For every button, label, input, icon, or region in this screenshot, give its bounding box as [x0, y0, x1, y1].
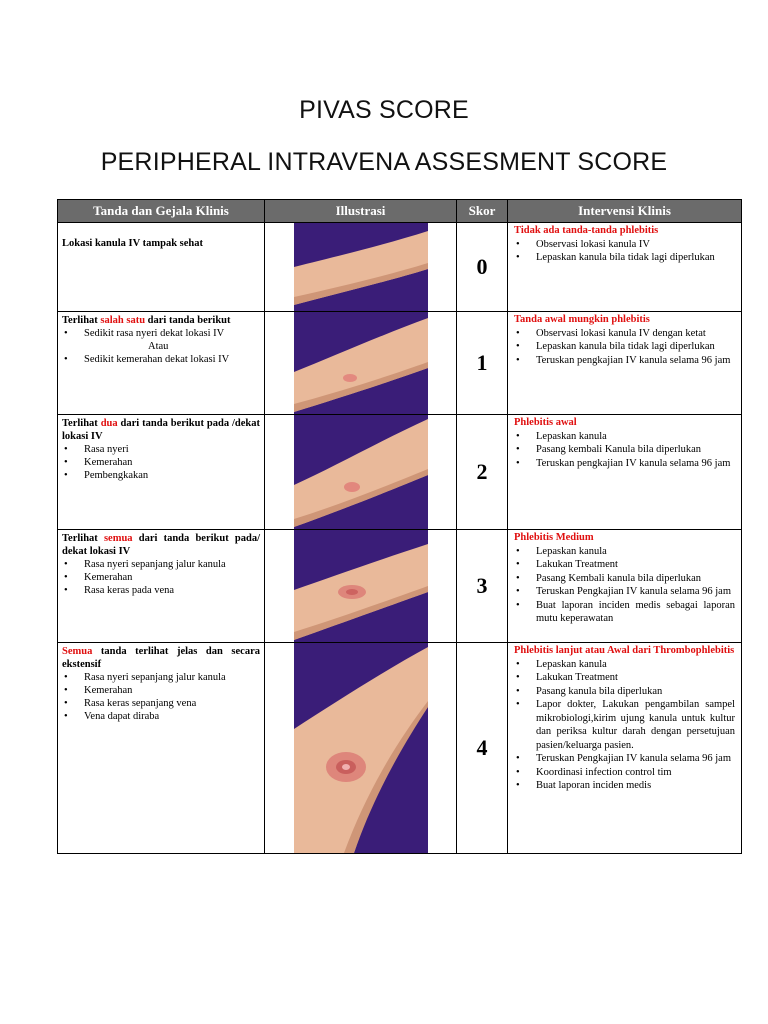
signs-heading-text: Terlihat: [62, 418, 101, 429]
signs-heading: [62, 645, 260, 671]
list-item: • Teruskan Pengkajian IV kanula selama 96 jam: [514, 752, 735, 766]
table-row: [58, 643, 742, 854]
signs-cell: [58, 643, 265, 854]
list-item: • Rasa nyeri sepanjang jalur kanula: [62, 558, 260, 571]
arm-photo-score-1: [294, 312, 428, 414]
illustration-cell: [265, 312, 457, 415]
intervention-cell: [508, 312, 742, 415]
list-item: • Lepaskan kanula: [514, 658, 735, 672]
page-title: PIVAS SCORE: [299, 96, 469, 124]
signs-list: [62, 327, 260, 340]
list-item: • Teruskan Pengkajian IV kanula selama 96 jam: [514, 585, 735, 599]
intervention-list: [514, 545, 735, 626]
list-item: • Vena dapat diraba: [62, 710, 260, 723]
signs-heading-emphasis: Semua: [62, 646, 93, 657]
list-item: • Kemerahan: [62, 456, 260, 469]
col-header-score: Skor: [457, 200, 508, 223]
signs-heading-emphasis: dua: [100, 418, 118, 429]
pivas-table: [57, 199, 742, 854]
intervention-title: Tanda awal mungkin phlebitis: [514, 314, 650, 325]
list-item: • Lakukan Treatment: [514, 558, 735, 572]
signs-heading: [62, 314, 260, 327]
arm-photo-score-4: [294, 643, 428, 853]
signs-cell: [58, 530, 265, 643]
list-item: • Sedikit kemerahan dekat lokasi IV: [62, 353, 260, 366]
list-item: • Lepaskan kanula: [514, 430, 735, 444]
intervention-cell: [508, 223, 742, 312]
list-item: • Buat laporan inciden medis sebagai laporan mutu keperawatan: [514, 599, 735, 626]
list-item: • Pasang kembali Kanula bila diperlukan: [514, 443, 735, 457]
list-item: • Lepaskan kanula bila tidak lagi diperlukan: [514, 340, 735, 354]
score-cell: 0: [457, 223, 508, 312]
list-item: • Lepaskan kanula: [514, 545, 735, 559]
col-header-signs: Tanda dan Gejala Klinis: [58, 200, 265, 223]
list-item: • Rasa nyeri: [62, 443, 260, 456]
intervention-title: Phlebitis Medium: [514, 532, 594, 543]
list-item: • Teruskan pengkajian IV kanula selama 96 jam: [514, 354, 735, 368]
signs-heading: [62, 417, 260, 443]
arm-photo-score-0: [294, 223, 428, 311]
col-header-illustration: Illustrasi: [265, 200, 457, 223]
signs-heading-text: dari tanda berikut pada /dekat lokasi IV: [62, 418, 261, 442]
col-header-intervention: Intervensi Klinis: [508, 200, 742, 223]
signs-heading-text: dari tanda berikut pada/ dekat lokasi IV: [62, 533, 260, 557]
signs-heading-emphasis: semua: [103, 533, 133, 544]
signs-list: [62, 671, 260, 723]
score-cell: 2: [457, 415, 508, 530]
list-item: • Lakukan Treatment: [514, 671, 735, 685]
list-item: • Sedikit rasa nyeri dekat lokasi IV: [62, 327, 260, 340]
arm-photo-score-3: [294, 530, 428, 642]
list-item: • Rasa keras sepanjang vena: [62, 697, 260, 710]
list-item: • Pembengkakan: [62, 469, 260, 482]
table-header-row: [58, 200, 742, 223]
list-item: • Kemerahan: [62, 684, 260, 697]
score-cell: 1: [457, 312, 508, 415]
illustration-cell: [265, 530, 457, 643]
page-subtitle: PERIPHERAL INTRAVENA ASSESMENT SCORE: [100, 148, 668, 176]
list-item: • Teruskan pengkajian IV kanula selama 96 jam: [514, 457, 735, 471]
list-item: • Kemerahan: [62, 571, 260, 584]
list-item: • Observasi lokasi kanula IV dengan ketat: [514, 327, 735, 341]
list-item: • Observasi lokasi kanula IV: [514, 238, 735, 252]
illustration-cell: [265, 643, 457, 854]
table-row: [58, 223, 742, 312]
table-row: [58, 530, 742, 643]
table-row: [58, 415, 742, 530]
intervention-title: Tidak ada tanda-tanda phlebitis: [514, 225, 659, 236]
signs-list: [62, 558, 260, 597]
signs-heading-text: Lokasi kanula IV tampak sehat: [62, 238, 204, 249]
signs-heading-emphasis: salah satu: [100, 315, 146, 326]
illustration-cell: [265, 223, 457, 312]
signs-heading: [62, 237, 260, 250]
list-item: • Buat laporan inciden medis: [514, 779, 735, 793]
list-item: • Pasang Kembali kanula bila diperlukan: [514, 572, 735, 586]
illustration-cell: [265, 415, 457, 530]
intervention-cell: [508, 643, 742, 854]
table-row: [58, 312, 742, 415]
signs-cell: [58, 415, 265, 530]
list-item: • Pasang kanula bila diperlukan: [514, 685, 735, 699]
signs-list: [62, 353, 260, 366]
score-cell: 3: [457, 530, 508, 643]
intervention-list: [514, 658, 735, 793]
or-label: Atau: [148, 341, 169, 352]
signs-heading-text: Terlihat: [62, 315, 101, 326]
list-item: • Rasa nyeri sepanjang jalur kanula: [62, 671, 260, 684]
intervention-list: [514, 327, 735, 368]
list-item: • Rasa keras pada vena: [62, 584, 260, 597]
list-item: • Lapor dokter, Lakukan pengambilan sampel mikrobiologi,kirim ujung kanula untuk kultur dan periksa kultur darah dengan persetujuan pasien/keluarga pasien.: [514, 698, 735, 752]
signs-list: [62, 443, 260, 482]
intervention-title: Phlebitis lanjut atau Awal dari Thrombophlebitis: [514, 645, 735, 656]
intervention-cell: [508, 415, 742, 530]
list-item: • Koordinasi infection control tim: [514, 766, 735, 780]
intervention-list: [514, 430, 735, 471]
signs-cell: [58, 223, 265, 312]
score-cell: 4: [457, 643, 508, 854]
arm-photo-score-2: [294, 415, 428, 529]
intervention-list: [514, 238, 735, 265]
intervention-cell: [508, 530, 742, 643]
intervention-title: Phlebitis awal: [514, 417, 577, 428]
signs-heading: [62, 532, 260, 558]
signs-heading-text: dari tanda berikut: [145, 315, 231, 326]
signs-heading-text: Terlihat: [62, 533, 104, 544]
signs-heading-text: tanda terlihat jelas dan secara ekstensif: [62, 646, 260, 670]
list-item: • Lepaskan kanula bila tidak lagi diperlukan: [514, 251, 735, 265]
signs-cell: [58, 312, 265, 415]
